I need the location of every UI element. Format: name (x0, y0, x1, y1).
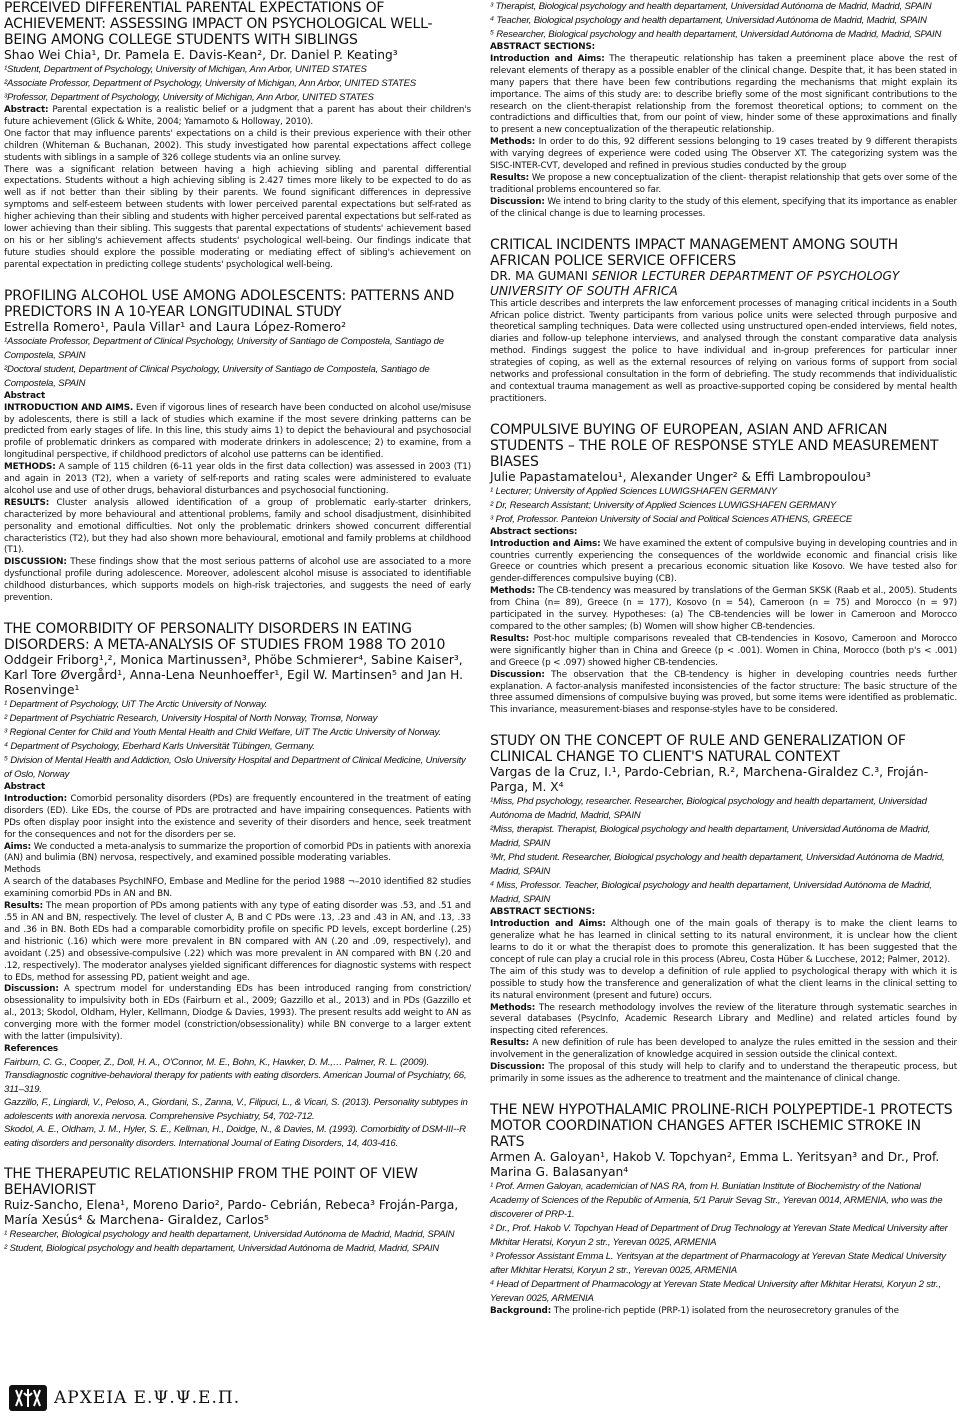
article-personality-disorders (4, 621, 471, 1150)
affiliation: ³ Therapist, Biological psychology and health departament, Universidad Autónoma de Madrid, Madrid, SPAIN (490, 1, 932, 12)
abstract-heading: Abstract (4, 782, 46, 792)
section-methods: Methods: The research methodology involves the review of the literature through systematic searches in several databases (PsycInfo, Academic Research Library and Medline) and related articles found by inspecting cited references. (490, 1002, 957, 1037)
article-title: THE COMORBIDITY OF PERSONALITY DISORDERS IN EATING DISORDERS: A META-ANALYSIS OF STUDIES FROM 1988 TO 2010 (4, 621, 446, 653)
affiliation: ² Department of Psychiatric Research, University Hospital of North Norway, Tromsø, Norway (4, 713, 378, 724)
affiliation: ¹ Prof. Armen Galoyan, academician of NAS RA, from H. Buniatian Institute of Biochemistry of the National Academy of Sciences of the Republic of Armenia, 5/1 Paruir Sevag Str., Yerevan 0014, ARMENIA, who was the discoverer of PRP-1. (490, 1180, 943, 1220)
references-heading: References (4, 1043, 59, 1054)
affiliation: ⁴ Head of Department of Pharmacology at Yerevan State Medical University after Mkhitar Heratsi, Koryun 2 str., Yerevan 0025, ARMENIA (490, 1278, 941, 1304)
article-authors: Armen A. Galoyan¹, Hakob V. Topchyan², Emma L. Yeritsyan³ and Dr., Prof. Marina G. Balasanyan⁴ (490, 1149, 940, 1179)
article-title: CRITICAL INCIDENTS IMPACT MANAGEMENT AMONG SOUTH AFRICAN POLICE SERVICE OFFICERS (490, 236, 898, 269)
article-title: PROFILING ALCOHOL USE AMONG ADOLESCENTS: PATTERNS AND PREDICTORS IN A 10-YEAR LONGITUDINAL STUDY (4, 287, 455, 320)
section-aims: Aims: We conducted a meta-analysis to summarize the proportion of comorbid PDs in patients with anorexia (AN) and bulimia (BN) nervosa, respectively, and examined possible moderating variables. (4, 841, 471, 864)
article-title: PERCEIVED DIFFERENTIAL PARENTAL EXPECTATIONS OF ACHIEVEMENT: ASSESSING IMPACT ON PSYCHOLOGICAL WELL-BEING AMONG COLLEGE STUDENTS WITH SIBLINGS (4, 0, 433, 48)
article-parental-expectations (4, 0, 471, 272)
section-results: Results: Post-hoc multiple comparisons revealed that CB-tendencies in Kosovo, Cameroon and Morocco were significantly higher than in China and Greece (p < .001). Women in China, Morocco (both p's < .001) and Greece (p < .097) showed higher CB-tendencies. (490, 633, 957, 668)
affiliation: ³ Prof, Professor. Panteion University of Social and Political Sciences ATHENS, GREECE (490, 513, 853, 525)
affiliation: ¹ Department of Psychology, UiT The Arctic University of Norway. (4, 699, 268, 710)
article-rule-generalization (490, 733, 957, 1086)
section-results: Results: A new definition of rule has been developed to analyze the rules emitted in the session and their involvement in the generalization of knowledge acquired in session outside the clinical context. (490, 1038, 957, 1061)
article-authors: Shao Wei Chia¹, Dr. Pamela E. Davis-Kean², Dr. Daniel P. Keating³ (4, 48, 398, 62)
reference-item: Skodol, A. E., Oldham, J. M., Hyler, S. E., Kellman, H., Doidge, N., & Davies, M. (1993). Comorbidity of DSM-III--R eating disorders and personality disorders. International Journal of Eating Disorders, 14, 403-416. (4, 1124, 466, 1149)
methods-heading: Methods (4, 865, 41, 876)
section-discussion: Discussion: The observation that the CB-tendency is higher in developing countries needs further explanation. A factor-analysis manifested inconsistencies of the factor structure: The basic structure of the three assumed dimensions of compulsive buying was proved, but some items were identified as problematic. This invariance, measurement-biases and response-styles have to be considered. (490, 669, 957, 716)
left-column (4, 0, 471, 1256)
article-title: THE NEW HYPOTHALAMIC PROLINE-RICH POLYPEPTIDE-1 PROTECTS MOTOR COORDINATION CHANGES AFTER ISCHEMIC STROKE IN RATS (490, 1101, 953, 1150)
article-prp1-stroke (490, 1102, 957, 1318)
abstract-sections-label: ABSTRACT SECTIONS: (490, 907, 596, 918)
section-intro: Introduction and Aims: The therapeutic relationship has taken a preeminent place above the rest of relevant elements of therapy as a possible enabler of the clinical change. Despite that, it has been stated in many papers that there have been few contributions regarding the mechanisms that might explain its importance. The aims of this study are: to describe briefly some of the most significant contributions to the research on the client-therapist relationship from the foremost theoretical options; to comment on the contradictions and difficulties that, from our point of view, hinder some of these approximations and finally to present a new conceptualization of the therapeutic relationship. (490, 53, 957, 136)
article-authors: Estrella Romero¹, Paula Villar¹ and Laura López-Romero² (4, 319, 346, 334)
article-therapeutic-relationship-continued (490, 0, 957, 221)
article-title: THE THERAPEUTIC RELATIONSHIP FROM THE POINT OF VIEW BEHAVIORIST (4, 1166, 418, 1199)
section-intro: Introduction and Aims: Although one of the main goals of therapy is to make the client learns to generalize what he has learned in clinical setting to its natural environment, it is unclear how the client learns to do it or what the therapist does to promote this generalization. It has been suggested that the concept of rule can play a crucial role in this process (Abreu, Costa Hüber & Lucchese, 2012; Palmer, 2012). (490, 919, 957, 965)
affiliation: ²Miss, therapist. Therapist, Biological psychology and health departament, Universidad Autónoma de Madrid, Madrid, SPAIN (490, 824, 931, 850)
affiliation: ² Dr, Research Assistant; University of Applied Sciences LUWIGSHAFEN GERMANY (490, 499, 837, 511)
section-intro: Introduction: Comorbid personality disorders (PDs) are frequently encountered in the treatment of eating disorders (ED). Like EDs, the course of PDs are protracted and have impairing consequences. Patients with PDs often display poor insight into the existence and severity of their disorders and hence, seek treatment for the consequences and not for the disorders per se. (4, 793, 471, 840)
abstract-text: Abstract: Parental expectation is a realistic belief or a judgment that a parent has about their children's future achievement (Glick & White, 2004; Yamamoto & Holloway, 2010). (4, 105, 471, 127)
affiliation: ⁵ Researcher, Biological psychology and health departament, Universidad Autónoma de Madrid, Madrid, SPAIN (490, 29, 942, 40)
article-authors: Ruiz-Sancho, Elena¹, Moreno Dario², Pardo- Cebrián, Rebeca³ Froján-Parga, María Xesús⁴ & Marchena- Giraldez, Carlos⁵ (4, 1198, 459, 1228)
abstract-sections-label: Abstract sections: (490, 526, 578, 537)
section-methods: A search of the databases PsychINFO, Embase and Medline for the period 1988 ¬–2010 identified 82 studies examining comorbid PDs in AN and BN. (4, 877, 471, 900)
logo-text: ΑΡΧΕΙΑ Ε.Ψ.Ψ.Ε.Π. (54, 1388, 241, 1408)
article-title: STUDY ON THE CONCEPT OF RULE AND GENERALIZATION OF CLINICAL CHANGE TO CLIENT'S NATURAL CONTEXT (490, 733, 906, 766)
affiliation: ¹Associate Professor, Department of Clinical Psychology, University of Santiago de Compostela, Santiago de Compostela, SPAIN (4, 335, 444, 361)
section-discussion: Discussion: A spectrum model for understanding EDs has been introduced ranging from constriction/ obsessionality to impulsivity both in EDs (Fairburn et al., 2009; Gazzillo et al., 2013) and in PDs (Gazzillo et al., 2013; Skodol, Oldham, Hyler, Kellmann, Diodge & Davies, 1993). The present results add weight to AN as converging more with the former model (constriction/obsessionality) while BN converge to a larger extent with the latter (impulsivity). (4, 984, 471, 1043)
abstract-sections-label: ABSTRACT SECTIONS: (490, 42, 596, 52)
section-results: RESULTS: Cluster analysis allowed identification of a group of problematic early-starter drinkers, characterized by more behavioural and attentional problems, family and school disadjustment, disinhibited personality and emotional difficulties. Not only the problematic drinkers showed concurrent differential characteristics (T2), but they had also shown more behavioural, emotional and family problems at childhood (T1). (4, 497, 471, 556)
affiliation: ⁴ Teacher, Biological psychology and health departament, Universidad Autónoma de Madrid, Madrid, SPAIN (490, 15, 927, 26)
section-methods: Methods: In order to do this, 92 different sessions belonging to 19 cases treated by 9 different therapists with varying degrees of experience were coded using The Observer XT. The categorizing system was the SISC-INTER-CVT, developed and refined in previous studies conducted by the group (490, 137, 957, 172)
affiliation: ¹Student, Department of Psychology, University of Michigan, Ann Arbor, UNITED STATES (4, 64, 367, 75)
reference-item: Fairburn, C. G., Cooper, Z., Doll, H. A., O'Connor, M. E., Bohn, K., Hawker, D. M.,… Palmer, R. L. (2009). Transdiagnostic cognitive-behavioral therapy for patients with eating disorders. American Journal of Psychiatry, 66, 311–319. (4, 1056, 467, 1095)
affiliation: ²Doctoral student, Department of Clinical Psychology, University of Santiago de Compostela, Santiago de Compostela, SPAIN (4, 363, 430, 389)
affiliation: ⁴ Miss, Professor. Teacher, Biological psychology and health departament, Universidad Autónoma de Madrid, Madrid, SPAIN (490, 880, 932, 906)
article-therapeutic-relationship (4, 1166, 471, 1256)
abstract-label: Abstract: (4, 105, 49, 115)
section-methods: Methods: The CB-tendency was measured by translations of the German SKSK (Raab et al., 2005). Students from China (n= 89), Greece (n = 177), Kosovo (n = 54), Cameroon (n = 75) and Morocco (n = 97) participated in the survey. Hypotheses: (a) The CB-tendencies will be lower in Cameroon and Morocco compared to the other samples; (b) Women will show higher CB-tendencies. (490, 586, 957, 632)
affiliation: ³Professor, Department of Psychology, University of Michigan, Ann Arbor, UNITED STATES (4, 92, 374, 103)
affiliation: ² Dr., Prof. Hakob V. Topchyan Head of Department of Drug Technology at Yerevan State Medical University after Mkhitar Heratsi, Koryun 2 str., Yerevan 0025, ARMENIA (490, 1222, 948, 1248)
affiliation: ¹ Lecturer; University of Applied Sciences LUWIGSHAFEN GERMANY (490, 485, 777, 497)
section-results: Results: We propose a new conceptualization of the client- therapist relationship that gets over some of the traditional problems encountered so far. (490, 172, 957, 195)
section-intro: Introduction and Aims: We have examined the extent of compulsive buying in developing countries and in countries currently experiencing the consequences of the worldwide economic and financial crisis like Greece or countries which present a precarious economic situation like Kosovo. We have tested also for gender-differences compulsive buying (CB). (490, 538, 957, 585)
affiliation: ² Student, Biological psychology and health departament, Universidad Autónoma de Madrid, Madrid, SPAIN (4, 1243, 440, 1255)
section-discussion: DISCUSSION: These findings show that the most serious patterns of alcohol use are associated to a more dysfunctional profile during adolescence. Moreover, adolescent alcohol misuse is associated to identifiable childhood disturbances, which supports models on high-risk trajectories, and suggests the need of early prevention. (4, 557, 471, 604)
section-methods: METHODS: A sample of 115 children (6-11 year olds in the first data collection) was assessed in 2003 (T1) and again in 2013 (T2), when a variety of self-reports and rating scales were administered to evaluate alcohol use and use of other drugs, behavioral disturbances and psychosocial functioning. (4, 462, 471, 496)
affiliation: ⁵ Division of Mental Health and Addiction, Oslo University Hospital and Department of Clinical Medicine, University of Oslo, Norway (4, 755, 466, 780)
logo-emblem-icon (8, 1384, 48, 1412)
article-authors: Julie Papastamatelou¹, Alexander Unger² & Effi Lambropoulou³ (490, 469, 871, 484)
affiliation: ¹ Researcher, Biological psychology and health departament, Universidad Autónoma de Madrid, Madrid, SPAIN (4, 1229, 455, 1241)
article-compulsive-buying (490, 422, 957, 718)
article-authors: Oddgeir Friborg¹,², Monica Martinussen³, Phöbe Schmierer⁴, Sabine Kaiser³, Karl Tore Øvergård¹, Anna-Lena Neunhoeffer¹, Egil W. Martinsen⁵ and Jan H. Rosenvinge¹ (4, 653, 463, 697)
body-paragraph: One factor that may influence parents' expectations on a child is their previous experience with their other children (Whiteman & Buchanan, 2002). This study investigated how parental expectations affect college students with siblings in a sample of 326 college students via an online survey. (4, 128, 471, 163)
section-results: Results: The mean proportion of PDs among patients with any type of eating disorder was .53, and .51 and .55 in AN and BN, respectively. The level of cluster A, B and C PDs were .13, .23 and .43 in AN, and .13, .33 and .36 in BN. Both EDs had a comparable comorbidity profile on specific PD levels, except borderline (.25) and histrionic (.16) which were more prevalent in BN compared with AN (.20 and .09, respectively), and avoidant (.25) and obsessive-compulsive (.22) which was more prevalent in AN compared with BN (.20 and .12, respectively). The moderator analyses yielded significant differences for diagnostic systems with respect to EDs, method for assessing PD, patient weight and age. (4, 901, 471, 983)
body-paragraph: The aim of this study was to develop a definition of rule applied to psychological therapy with which it is possible to study how the transference and generalization of what the client learns in the clinical setting to its natural environment (present and future) occurs. (490, 966, 957, 1001)
affiliation: ⁴ Department of Psychology, Eberhard Karls Universität Tübingen, Germany. (4, 741, 315, 752)
affiliation: ¹Miss, Phd psychology, researcher. Researcher, Biological psychology and health departament, Universidad Autónoma de Madrid, Madrid, SPAIN (490, 796, 927, 822)
body-paragraph: This article describes and interprets the law enforcement processes of managing critical incidents in a South African police district. Twenty participants from various police units were selected through purposive and theoretical sampling techniques. Data were collected using unstructured open-ended interviews, field notes, diaries and follow-up telephone interviews, and analysed through the constant comparative data analysis method. Findings suggest the police to have individual and in-group preferences for particular inner strategies of coping, as well as the external resources of relying on various forms of support from social networks and professional consultation in the form of debriefing. The study recommends that individualistic and contextual trauma management as well as proactive-supported coping be considered by mental health practitioners. (490, 298, 957, 404)
section-discussion: Discussion: The proposal of this study will help to clarify and to understand the therapeutic process, but primarily in some issues as the adherence to treatment and the maintenance of clinical change. (490, 1062, 957, 1084)
article-alcohol-use (4, 288, 471, 605)
section-discussion: Discussion: We intend to bring clarity to the study of this element, specifying that its importance as enabler of the clinical change is due to learning processes. (490, 196, 957, 219)
body-paragraph: There was a significant relation between having a high achieving sibling and parental differential expectations. Students without a high achieving sibling is 2.427 times more likely to be expected to do as well as if not better than their sibling by their parents. We found significant differences in depressive symptoms and self-esteem between students with lower perceived parental expectations but self-rated as higher achieving than their sibling and students with higher perceived parental expectations but self-rated as lower achieving than their sibling. This suggests that parental expectations of students' achievement based on his or her sibling's achievement affects students' psychological well-being. Our findings indicate that future studies should explore the possible moderating or mediating effect of sibling's achievement on parental expectation in predicting college students' psychological well-being. (4, 164, 471, 270)
article-authors: Vargas de la Cruz, I.¹, Pardo-Cebrian, R.², Marchena-Giraldez C.³, Froján-Parga, M. X⁴ (490, 765, 929, 795)
right-column (490, 0, 957, 1318)
affiliation: ³ Regional Center for Child and Youth Mental Health and Child Welfare, UiT The Arctic University of Norway. (4, 727, 441, 738)
affiliation: ²Associate Professor, Department of Psychology, University of Michigan, Ann Arbor, UNITED STATES (4, 78, 416, 89)
abstract-heading: Abstract (4, 390, 46, 401)
section-background: Background: The proline-rich peptide (PRP-1) isolated from the neurosecretory granules of the (490, 1305, 899, 1316)
article-critical-incidents (490, 237, 957, 406)
journal-logo (8, 1384, 240, 1412)
affiliation: ³ Professor Assistant Emma L. Yeritsyan at the department of Pharmacology at Yerevan State Medical University after Mkhitar Heratsi, Koryun 2 str., Yerevan 0025, ARMENIA (490, 1250, 946, 1276)
article-title: COMPULSIVE BUYING OF EUROPEAN, ASIAN AND AFRICAN STUDENTS – THE ROLE OF RESPONSE STYLE AND MEASUREMENT BIASES (490, 421, 939, 470)
article-authors: DR. MA GUMANI SENIOR LECTURER DEPARTMENT OF PSYCHOLOGY UNIVERSITY OF SOUTH AFRICA (490, 268, 900, 298)
reference-item: Gazzillo, F., Lingiardi, V., Peloso, A., Giordani, S., Zanna, V., Filipuci, L., & Vicari, S. (2013). Personality subtypes in adolescents with anorexia nervosa. Comprehensive Psychiatry, 54, 702-712. (4, 1097, 468, 1122)
affiliation: ³Mr, Phd student. Researcher, Biological psychology and health departament, Universidad Autónoma de Madrid, Madrid, SPAIN (490, 852, 945, 878)
section-intro: INTRODUCTION AND AIMS. Even if vigorous lines of research have been conducted on alcohol use/misuse by adolescents, there is still a lack of studies which examine if the most severe drinking patterns can be predicted from early stages of life. In this line, this study aims 1) to depict the behavioural and psychosocial profile of problematic drinkers as compared with moderate drinkers in adolescence; 2) to examine, from a longitudinal perspective, if childhood predictors of alcohol use patterns can be identified. (4, 402, 471, 461)
